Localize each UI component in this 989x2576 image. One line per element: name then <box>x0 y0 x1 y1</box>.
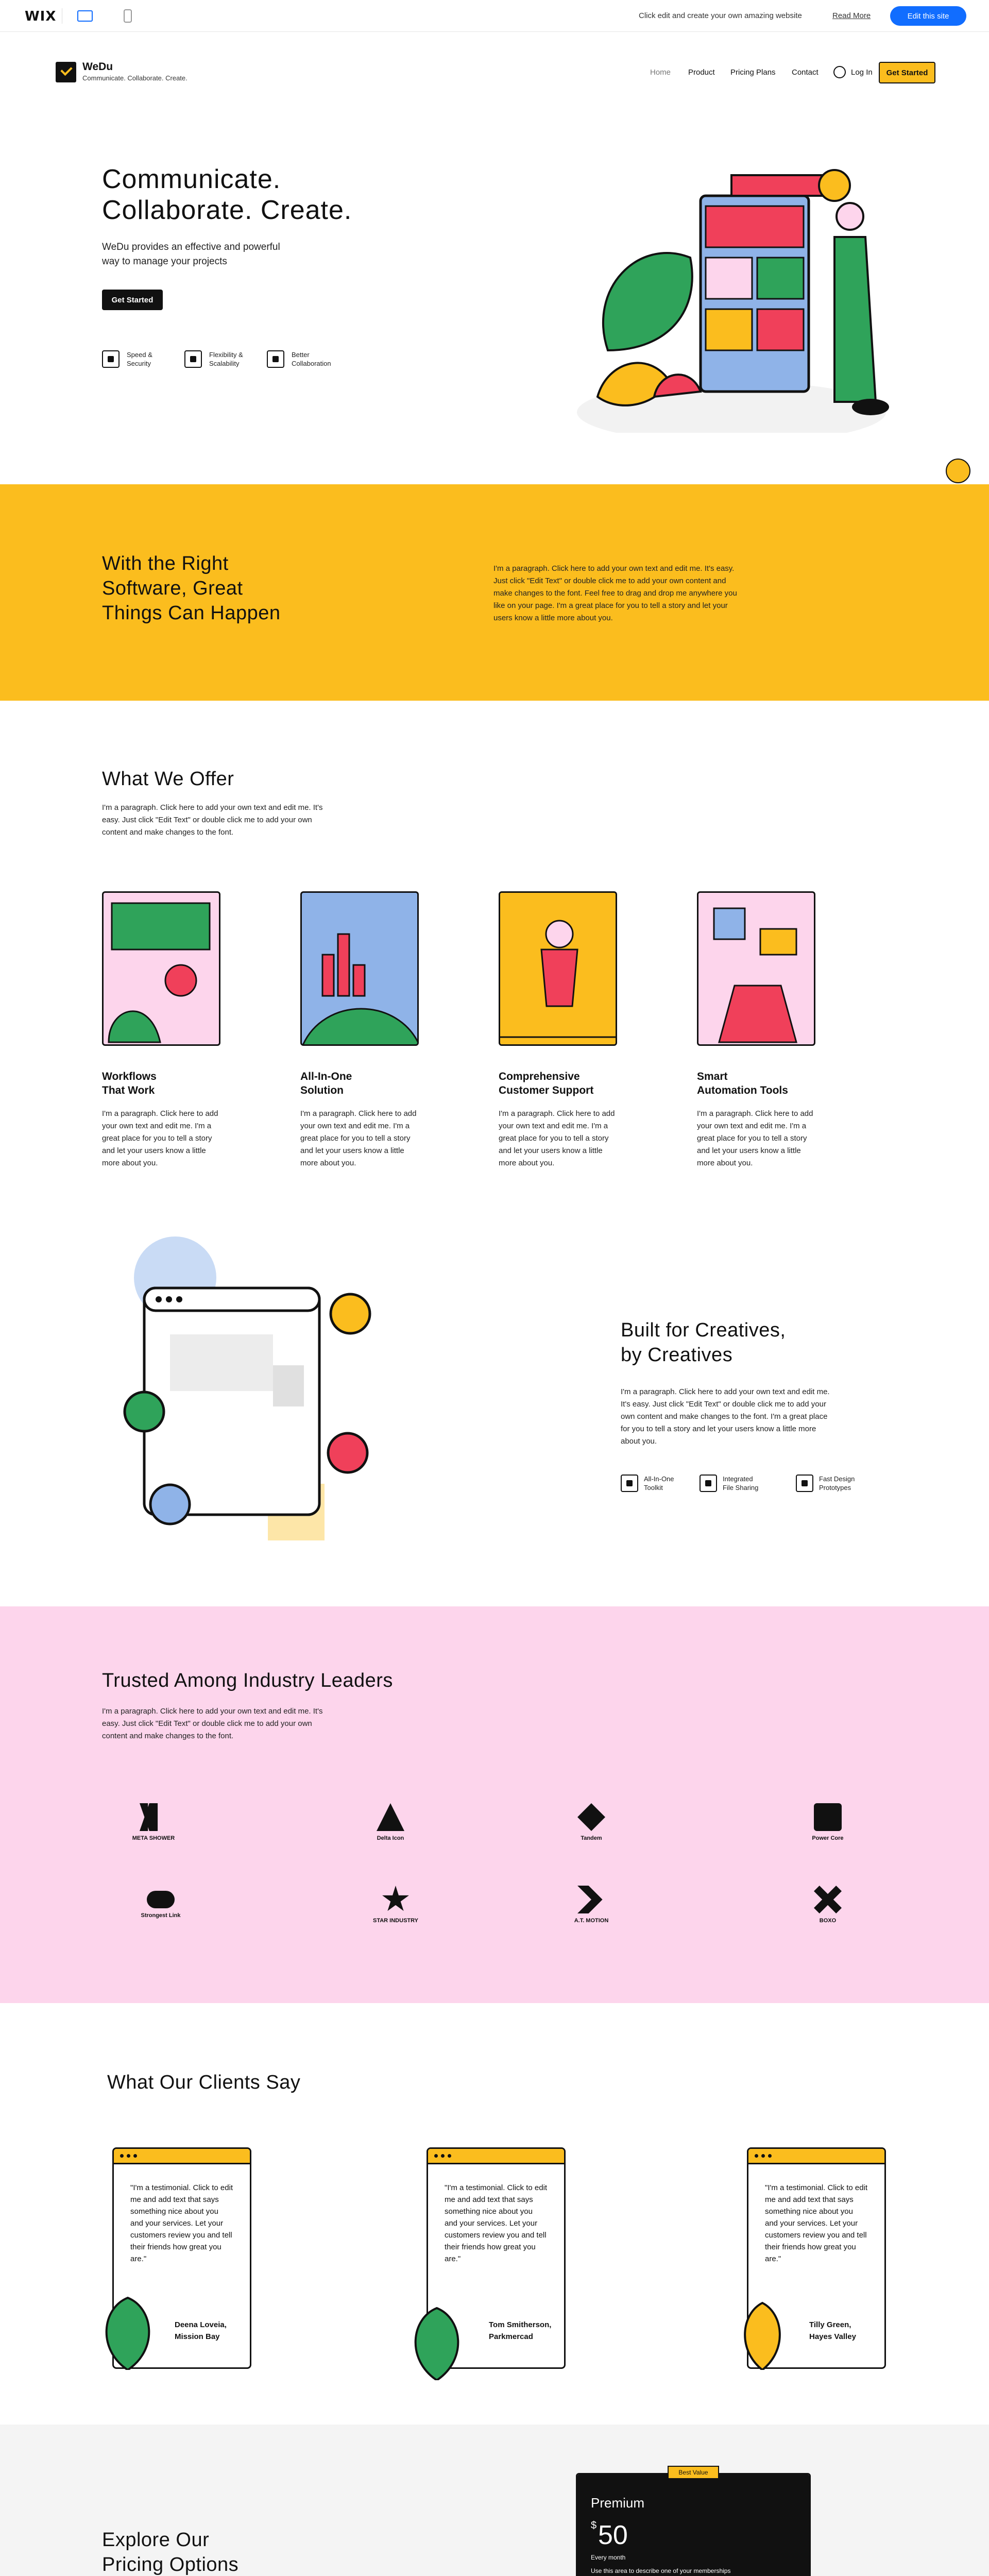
plan-period: Every month <box>591 2554 626 2561</box>
intro-heading-line1: With the Right <box>102 553 229 574</box>
feature-label: Better Collaboration <box>292 351 331 367</box>
plan-description: Use this area to describe one of your memberships <box>591 2567 731 2574</box>
offer-card-image <box>300 891 419 1046</box>
hero-illustration <box>577 155 907 433</box>
login-link[interactable]: Log In <box>851 68 873 77</box>
testimonial-author: Tilly Green, Hayes Valley <box>809 2320 856 2341</box>
nav-product[interactable]: Product <box>688 68 715 77</box>
user-icon[interactable] <box>833 66 846 78</box>
trusted-heading: Trusted Among Industry Leaders <box>102 1670 393 1691</box>
testimonials-heading: What Our Clients Say <box>107 2072 301 2093</box>
plan-name: Premium <box>591 2495 645 2511</box>
client-logo: A.T. MOTION <box>566 1886 617 1924</box>
testimonial-quote: "I'm a testimonial. Click to edit me and add text that says something nice about you and your services. Let your customers review you and tell their friends how great you are." <box>765 2183 868 2263</box>
read-more-link[interactable]: Read More <box>832 11 871 20</box>
feature-label: Integrated File Sharing <box>723 1475 759 1492</box>
trusted-paragraph: I'm a paragraph. Click here to add your own text and edit me. It's easy. Just click "Edit Text" or double click me to add your own content and make changes to the font. <box>102 1707 323 1740</box>
hero-get-started-button[interactable]: Get Started <box>102 290 163 310</box>
wix-top-bar <box>0 0 989 32</box>
pencil-icon <box>267 350 284 368</box>
testimonial-author: Tom Smitherson, Parkmercad <box>489 2320 552 2341</box>
client-logo: META SHOWER <box>128 1803 179 1841</box>
brand-name[interactable]: WeDu <box>82 61 113 73</box>
client-logo: BOXO <box>802 1886 854 1924</box>
client-logo: Strongest Link <box>135 1891 186 1919</box>
nav-home[interactable]: Home <box>650 68 671 77</box>
expand-icon <box>184 350 202 368</box>
wix-logo[interactable]: WIX <box>25 9 57 24</box>
testimonial-quote: "I'm a testimonial. Click to edit me and add text that says something nice about you and your services. Let your customers review you and tell their friends how great you are." <box>445 2183 548 2263</box>
edit-site-button[interactable]: Edit this site <box>890 6 966 26</box>
client-logo: Tandem <box>566 1803 617 1841</box>
creatives-paragraph: I'm a paragraph. Click here to add your own text and edit me. It's easy. Just click "Edit Text" or double click me to add your own content and make changes to the font. I'm a great place for you to tell a story and let your users know a little more about you. <box>621 1387 830 1446</box>
offer-card-title: Smart Automation Tools <box>697 1071 788 1096</box>
offer-card-image <box>697 891 815 1046</box>
feature-label: All-In-One Toolkit <box>644 1475 674 1492</box>
feature-label: Speed & Security <box>127 351 152 367</box>
intro-heading-line3: Things Can Happen <box>102 602 281 624</box>
desktop-icon[interactable] <box>77 10 93 22</box>
plant-illustration <box>737 2298 788 2370</box>
nav-contact[interactable]: Contact <box>792 68 819 77</box>
pricing-card <box>576 2473 811 2576</box>
nav-pricing-plans[interactable]: Pricing Plans <box>730 68 776 77</box>
testimonial-author: Deena Loveia, Mission Bay <box>175 2320 227 2341</box>
client-logo: Power Core <box>802 1803 854 1841</box>
plant-illustration <box>97 2287 159 2370</box>
client-logo: Delta Icon <box>365 1803 416 1841</box>
testimonial-quote: "I'm a testimonial. Click to edit me and add text that says something nice about you and your services. Let your customers review you and tell their friends how great you are." <box>130 2183 233 2263</box>
hero-title-line2: Collaborate. Create. <box>102 195 352 225</box>
offer-card-text: I'm a paragraph. Click here to add your own text and edit me. I'm a great place for you to tell a story and let your users know a little more about you. <box>102 1109 218 1167</box>
offer-card-image <box>499 891 617 1046</box>
lock-icon <box>102 350 120 368</box>
offer-heading: What We Offer <box>102 768 234 790</box>
pricing-heading-line2: Pricing Options <box>102 2554 239 2575</box>
client-logo: STAR INDUSTRY <box>370 1886 421 1924</box>
offer-card-title: Workflows That Work <box>102 1071 157 1096</box>
brand-logo[interactable] <box>56 62 76 82</box>
offer-card-title: Comprehensive Customer Support <box>499 1071 594 1096</box>
wix-message: Click edit and create your own amazing website <box>639 11 802 20</box>
feature-label: Flexibility & Scalability <box>209 351 243 367</box>
hero-title-line1: Communicate. <box>102 164 281 194</box>
creatives-illustration <box>113 1236 381 1566</box>
creatives-heading-line1: Built for Creatives, <box>621 1319 786 1341</box>
plus-icon <box>621 1475 638 1492</box>
pricing-heading-line1: Explore Our <box>102 2529 210 2551</box>
hero-subtitle-line2: way to manage your projects <box>102 256 227 267</box>
hero-subtitle-line1: WeDu provides an effective and powerful <box>102 242 280 252</box>
creatives-heading-line2: by Creatives <box>621 1344 733 1366</box>
offer-card-image <box>102 891 220 1046</box>
plant-illustration <box>406 2298 468 2380</box>
offer-card-text: I'm a paragraph. Click here to add your own text and edit me. I'm a great place for you to tell a story and let your users know a little more about you. <box>300 1109 417 1167</box>
plan-currency: $ <box>591 2520 597 2531</box>
intro-heading-line2: Software, Great <box>102 578 243 599</box>
best-value-badge: Best Value <box>668 2466 719 2479</box>
feature-label: Fast Design Prototypes <box>819 1475 855 1492</box>
brand-tagline: Communicate. Collaborate. Create. <box>82 74 187 82</box>
plan-price: 50 <box>598 2520 628 2550</box>
intro-paragraph: I'm a paragraph. Click here to add your own text and edit me. It's easy. Just click "Edit Text" or double click me to add your own content and make changes to the font. Feel free to drag and drop me anywhere you like on your page. I'm a great place for you to tell a story and let your users know a little more about you. <box>493 564 737 622</box>
header-get-started-button[interactable]: Get Started <box>879 62 935 83</box>
share-icon <box>700 1475 717 1492</box>
mobile-icon[interactable] <box>124 9 132 23</box>
offer-card-text: I'm a paragraph. Click here to add your own text and edit me. I'm a great place for you to tell a story and let your users know a little more about you. <box>499 1109 615 1167</box>
offer-paragraph: I'm a paragraph. Click here to add your own text and edit me. It's easy. Just click "Edit Text" or double click me to add your own content and make changes to the font. <box>102 803 323 837</box>
pen-icon <box>796 1475 813 1492</box>
chat-icon[interactable] <box>946 459 970 483</box>
offer-card-text: I'm a paragraph. Click here to add your own text and edit me. I'm a great place for you to tell a story and let your users know a little more about you. <box>697 1109 813 1167</box>
offer-card-title: All-In-One Solution <box>300 1071 352 1096</box>
